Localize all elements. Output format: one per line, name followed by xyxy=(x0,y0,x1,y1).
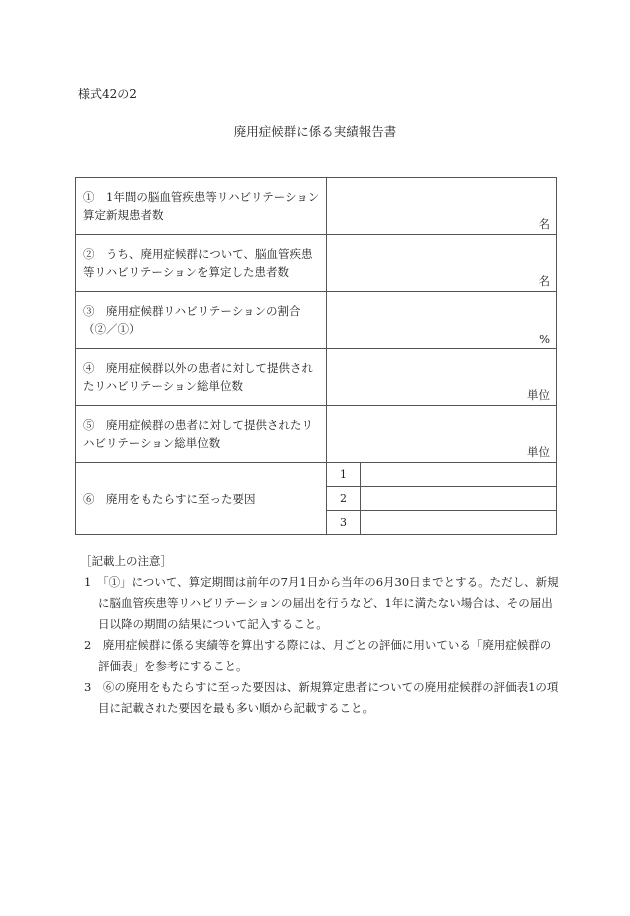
unit-label: 単位 xyxy=(527,445,550,459)
table-row xyxy=(76,463,557,487)
table-row xyxy=(76,292,557,349)
table-row xyxy=(76,235,557,292)
note-item: 1 「①」について、算定期間は前年の7月1日から当年の6月30日までとする。ただし、新規に脳血管疾患等リハビリテーションの届出を行うなど、1年に満たない場合は、その届出日以降の期間の結果について記入すること。 xyxy=(84,575,559,631)
row-label: ⑤ 廃用症候群の患者に対して提供されたリハビリテーション総単位数 xyxy=(76,406,327,463)
unit-label: % xyxy=(539,332,550,346)
notes-heading: ［記載上の注意］ xyxy=(80,554,172,568)
cause-cell[interactable] xyxy=(361,487,557,511)
table-row xyxy=(76,178,557,235)
cause-number: 1 xyxy=(327,463,361,487)
unit-label: 単位 xyxy=(527,388,550,402)
unit-label: 名 xyxy=(538,274,550,288)
row-label: ⑥ 廃用をもたらすに至った要因 xyxy=(76,463,327,535)
unit-label: 名 xyxy=(538,217,550,231)
cause-number: 3 xyxy=(327,511,361,535)
report-table xyxy=(75,177,557,535)
value-cell[interactable] xyxy=(327,235,557,292)
note-item: 2 廃用症候群に係る実績等を算出する際には、月ごとの評価に用いている「廃用症候群の評価表」を参考にすること。 xyxy=(84,638,552,673)
notes-section xyxy=(80,551,560,719)
cause-cell[interactable] xyxy=(361,463,557,487)
document-title: 廃用症候群に係る実績報告書 xyxy=(233,124,397,139)
value-cell[interactable] xyxy=(327,178,557,235)
row-label: ② うち、廃用症候群について、脳血管疾患等リハビリテーションを算定した患者数 xyxy=(76,235,327,292)
row-label: ③ 廃用症候群リハビリテーションの割合（②／①） xyxy=(76,292,327,349)
table-row xyxy=(76,349,557,406)
table-row xyxy=(76,406,557,463)
cause-cell[interactable] xyxy=(361,511,557,535)
row-label: ① 1年間の脳血管疾患等リハビリテーション算定新規患者数 xyxy=(76,178,327,235)
cause-number: 2 xyxy=(327,487,361,511)
value-cell[interactable] xyxy=(327,349,557,406)
form-number: 様式42の2 xyxy=(78,87,137,101)
value-cell[interactable] xyxy=(327,292,557,349)
row-label: ④ 廃用症候群以外の患者に対して提供されたリハビリテーション総単位数 xyxy=(76,349,327,406)
note-item: 3 ⑥の廃用をもたらすに至った要因は、新規算定患者についての廃用症候群の評価表1の項目に記載された要因を最も多い順から記載すること。 xyxy=(84,680,559,715)
value-cell[interactable] xyxy=(327,406,557,463)
